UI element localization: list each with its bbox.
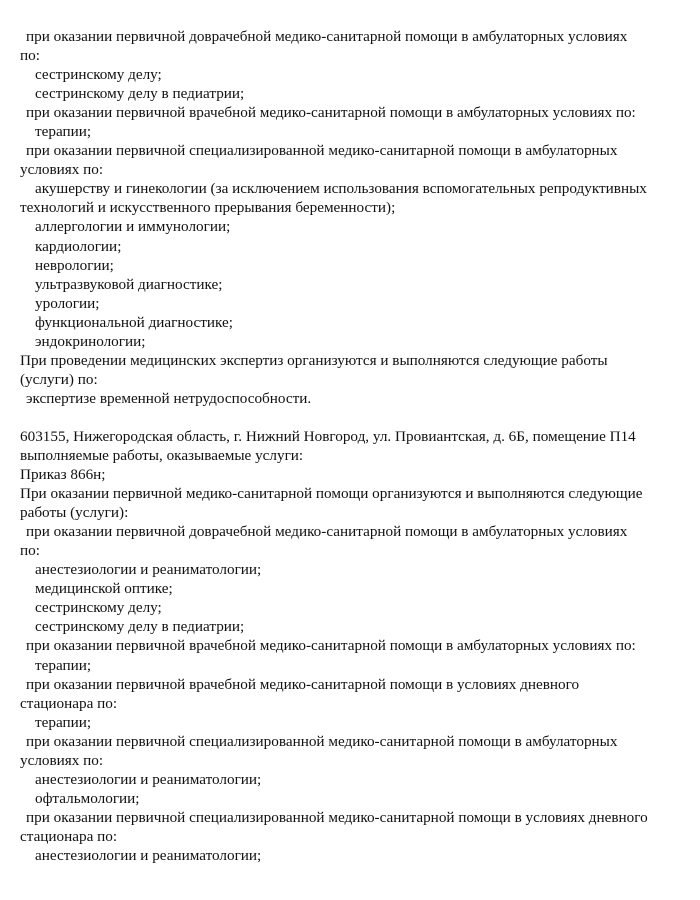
text-line: при оказании первичной специализированной медико-санитарной помощи в амбулаторных (26, 142, 618, 160)
text-line: терапии; (35, 656, 92, 674)
text-line: терапии; (35, 713, 92, 731)
text-line: экспертизе временной нетрудоспособности. (26, 389, 312, 407)
text-line: кардиологии; (35, 237, 122, 255)
text-line: медицинской оптике; (35, 580, 173, 598)
text-line: работы (услуги): (20, 504, 129, 522)
text-line: технологий и искусственного прерывания беременности); (20, 199, 396, 217)
text-line: при оказании первичной доврачебной медико-санитарной помощи в амбулаторных условиях (26, 523, 628, 541)
text-line: анестезиологии и реаниматологии; (35, 846, 262, 864)
text-line: сестринскому делу в педиатрии; (35, 85, 245, 103)
text-line: при оказании первичной врачебной медико-санитарной помощи в амбулаторных условиях по: (26, 104, 636, 122)
text-line: сестринскому делу в педиатрии; (35, 618, 245, 636)
text-line: урологии; (35, 294, 100, 312)
text-line: функциональной диагностике; (35, 313, 233, 331)
document-body (20, 27, 690, 865)
section-gap (20, 408, 690, 427)
text-line: при оказании первичной врачебной медико-санитарной помощи в условиях дневного (26, 675, 580, 693)
text-line: аллергологии и иммунологии; (35, 218, 231, 236)
address-line: 603155, Нижегородская область, г. Нижний Новгород, ул. Провиантская, д. 6Б, помещение П14 (20, 427, 636, 445)
text-line: стационара по: (20, 827, 118, 845)
text-line: по: (20, 542, 40, 560)
section-1 (20, 27, 690, 408)
text-line: сестринскому делу; (35, 66, 162, 84)
text-line: при оказании первичной специализированной медико-санитарной помощи в амбулаторных (26, 732, 618, 750)
text-line: При оказании первичной медико-санитарной помощи организуются и выполняются следующие (20, 485, 643, 503)
text-line: при оказании первичной специализированной медико-санитарной помощи в условиях дневного (26, 808, 648, 826)
text-line: эндокринологии; (35, 332, 146, 350)
text-line: сестринскому делу; (35, 599, 162, 617)
text-line: неврологии; (35, 256, 114, 274)
text-line: При проведении медицинских экспертиз организуются и выполняются следующие работы (20, 351, 608, 369)
text-line: (услуги) по: (20, 370, 98, 388)
text-line: анестезиологии и реаниматологии; (35, 770, 262, 788)
text-line: при оказании первичной врачебной медико-санитарной помощи в амбулаторных условиях по: (26, 637, 636, 655)
text-line: выполняемые работы, оказываемые услуги: (20, 446, 304, 464)
text-line: условиях по: (20, 751, 104, 769)
text-line: при оказании первичной доврачебной медико-санитарной помощи в амбулаторных условиях (26, 28, 628, 45)
text-line: условиях по: (20, 161, 104, 179)
text-line: ультразвуковой диагностике; (35, 275, 223, 293)
text-line: терапии; (35, 123, 92, 141)
text-line: акушерству и гинекологии (за исключением использования вспомогательных репродуктивных (35, 180, 647, 198)
text-line: офтальмологии; (35, 789, 140, 807)
text-line: стационара по: (20, 694, 118, 712)
text-line: анестезиологии и реаниматологии; (35, 561, 262, 579)
text-line: по: (20, 47, 40, 65)
section-2-address-block (20, 427, 690, 865)
text-line: Приказ 866н; (20, 466, 106, 484)
